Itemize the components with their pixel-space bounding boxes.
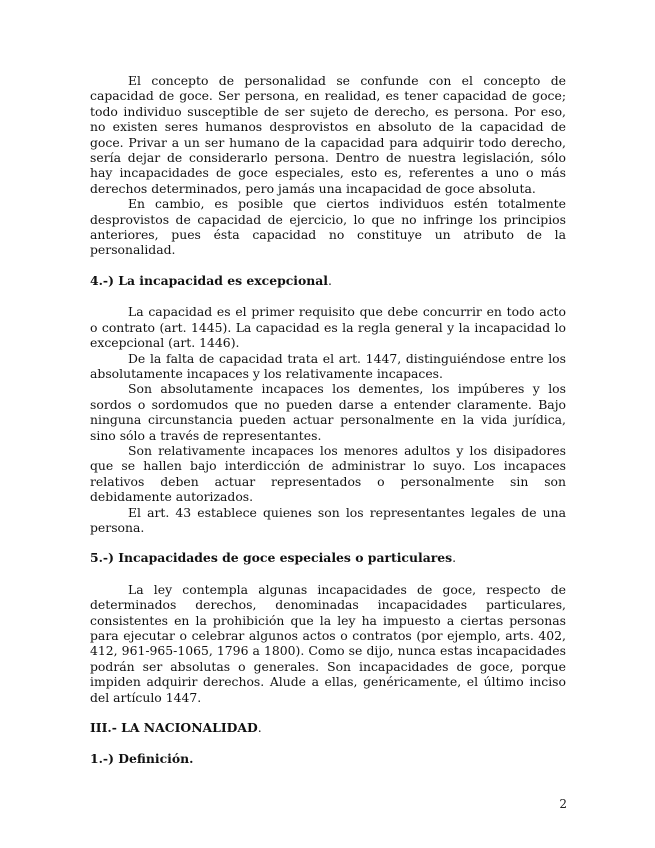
- paragraph: Son relativamente incapaces los menores adultos y los disipadores que se hallen bajo interdicción de administrar lo suyo. Los incapaces relativos deben actuar representados o personalmente sin son debidamente autorizados.: [90, 442, 566, 505]
- paragraph: El concepto de personalidad se confunde con el concepto de capacidad de goce. Ser persona, en realidad, es tener capacidad de goce; todo individuo susceptible de ser sujeto de derecho, es persona. Por eso, no existen seres humanos desprovistos en absoluto de la capacidad de goce. Privar a un ser humano de la capacidad para adquirir todo derecho, sería dejar de considerarlo persona. Dentro de nuestra legislación, sólo hay incapacidades de goce especiales, esto es, referentes a uno o más derechos determinados, pero jamás una incapacidad de goce absoluta.: [90, 73, 566, 196]
- paragraph: El art. 43 establece quienes son los representantes legales de una persona.: [90, 504, 566, 535]
- section-heading: 1.-) Definición.: [90, 751, 194, 767]
- page-number: 2: [559, 797, 567, 811]
- section-heading: 5.-) Incapacidades de goce especiales o particulares.: [90, 550, 457, 566]
- section-heading: 4.-) La incapacidad es excepcional.: [90, 272, 332, 288]
- paragraph: Son absolutamente incapaces los dementes, los impúberes y los sordos o sordomudos que no pueden darse a entender claramente. Bajo ninguna circunstancia pueden actuar personalmente en la vida jurídica, sino sólo a través de representantes.: [90, 381, 566, 443]
- paragraph: De la falta de capacidad trata el art. 1447, distinguiéndose entre los absolutamente incapaces y los relativamente incapaces.: [90, 350, 566, 381]
- paragraph: La ley contempla algunas incapacidades de goce, respecto de determinados derechos, denominadas incapacidades particulares, consistentes en la prohibición que la ley ha impuesto a ciertas personas para ejecutar o celebrar algunos actos o contratos (por ejemplo, arts. 402, 412, 961-965-1065, 1796 a 1800). Como se dijo, nunca estas incapacidades podrán ser absolutas o generales. Son incapacidades de goce, porque impiden adquirir derechos. Alude a ellas, genéricamente, el último inciso del artículo 1447.: [90, 581, 566, 705]
- chapter-heading: III.- LA NACIONALIDAD.: [90, 720, 262, 736]
- paragraph: La capacidad es el primer requisito que debe concurrir en todo acto o contrato (art. 1445). La capacidad es la regla general y la incapacidad lo excepcional (art. 1446).: [90, 304, 566, 351]
- document-page: [90, 73, 566, 767]
- paragraph: En cambio, es posible que ciertos individuos estén totalmente desprovistos de capacidad de ejercicio, lo que no infringe los principios anteriores, pues ésta capacidad no constituye un atributo de la personalidad.: [90, 196, 566, 258]
